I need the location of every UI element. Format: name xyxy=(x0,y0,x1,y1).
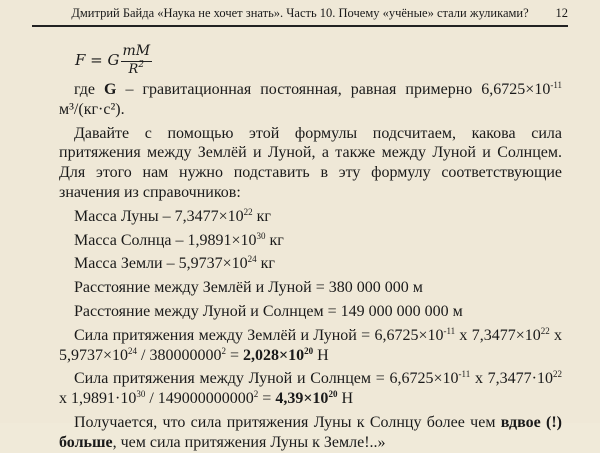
page-header xyxy=(32,6,568,27)
page-number: 12 xyxy=(555,6,568,20)
moon-sun-force-calc: Сила притяжения между Луной и Солнцем = $6,6725\times 10^{-11}$ x $7,3477\cdot 10^{22}$ x $1,9891\cdot 10^{30} / 149000000000^2 = 4,39\times 10^{20}$ Н xyxy=(59,369,563,408)
formula-lhs: F = G xyxy=(75,51,120,69)
gravity-formula xyxy=(75,38,152,82)
moon-sun-distance: Расстояние между Луной и Солнцем = 149 000 000 000 м xyxy=(74,302,463,320)
intro-paragraph: Давайте с помощью этой формулы подсчитаем, какова сила притяжения между Землёй и Луной, а также между Луной и Солнцем. Для этого нам нужно подставить в эту формулу соответствующие значения из справочников: xyxy=(59,124,562,201)
earth-moon-force-result: $2,028\times 10^{20}$ xyxy=(243,345,314,364)
earth-moon-force-calc: Сила притяжения между Землёй и Луной = $6,6725\times 10^{-11}$ x $7,3477\times 10^{22}$ x $5,9737\times 10^{24} / 380000000^2 = 2,028\times 10^{20}$ Н xyxy=(59,325,563,364)
moon-mass: Масса Луны – $7,3477\times 10^{22}$ кг xyxy=(74,206,271,225)
moon-sun-force-result: $4,39\times 10^{20}$ xyxy=(275,389,338,408)
earth-moon-distance: Расстояние между Землёй и Луной = 380 000 000 м xyxy=(74,279,423,297)
conclusion-paragraph: Получается, что сила притяжения Луны к Солнцу более чем вдвое (!) больше, чем сила притяжения Луны к Земле!..» xyxy=(59,413,563,451)
g-definition: где G – гравитационная постоянная, равная примерно $6,6725\times 10^{-11}$ м³/(кг·с²). xyxy=(59,80,562,118)
formula-fraction xyxy=(121,44,153,77)
formula-numerator: mM xyxy=(122,42,151,59)
sun-mass: Масса Солнца – $1,9891\times 10^{30}$ кг xyxy=(74,230,284,249)
header-title: Дмитрий Байда «Наука не хочет знать». Часть 10. Почему «учёные» стали жуликами? xyxy=(71,6,529,20)
formula-denominator: $R^2$ xyxy=(128,59,145,77)
page-body xyxy=(59,80,562,453)
earth-mass: Масса Земли – $5,9737\times 10^{24}$ кг xyxy=(74,254,275,273)
